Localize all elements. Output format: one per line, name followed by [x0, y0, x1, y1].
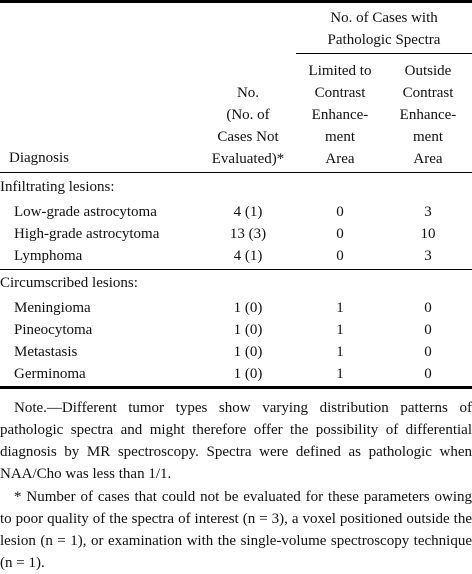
table-note [0, 397, 472, 485]
group-title-infiltrating: Infiltrating lesions: [0, 179, 115, 195]
col-header-no: No. (No. of Cases Not Evaluated)* [211, 85, 285, 167]
table-footnote [0, 486, 472, 574]
footnote-text: * Number of cases that could not be evaluated for these parameters owing to poor quality of the spectra of interest (n = 3), a voxel positioned outside the lesion (n = 1), or examination with the single-volume spectroscopy technique (n = 1). [0, 489, 472, 571]
table-row: Meningioma 1 (0) 1 0 [14, 300, 432, 316]
top-rule [0, 0, 472, 3]
table-row: Metastasis 1 (0) 1 0 [14, 344, 432, 360]
col-header-limited: Limited to Contrast Enhance- ment Area [308, 63, 372, 167]
group-header-rule [296, 53, 472, 54]
table-row: Germinoma 1 (0) 1 0 [14, 366, 432, 382]
col-header-diagnosis: Diagnosis [9, 150, 69, 166]
group-header: No. of Cases with Pathologic Spectra [327, 10, 441, 48]
table-row: Low-grade astrocytoma 4 (1) 0 3 [14, 204, 432, 220]
bottom-rule [0, 386, 472, 389]
col-header-outside: Outside Contrast Enhance- ment Area [399, 63, 457, 167]
group-title-circumscribed: Circumscribed lesions: [0, 275, 138, 291]
table-row: Lymphoma 4 (1) 0 3 [14, 248, 432, 264]
note-text: Note.—Different tumor types show varying distribution patterns of pathologic spectra and might therefore offer the possibility of differential diagnosis by MR spectroscopy. Spectra were defined as pathologic when NAA/Cho was less than 1/1. [0, 400, 472, 482]
table-row: Pineocytoma 1 (0) 1 0 [14, 322, 432, 338]
table-row: High-grade astrocytoma 13 (3) 0 10 [14, 226, 436, 242]
group-separator-rule [0, 269, 472, 270]
header-rule [0, 172, 472, 173]
